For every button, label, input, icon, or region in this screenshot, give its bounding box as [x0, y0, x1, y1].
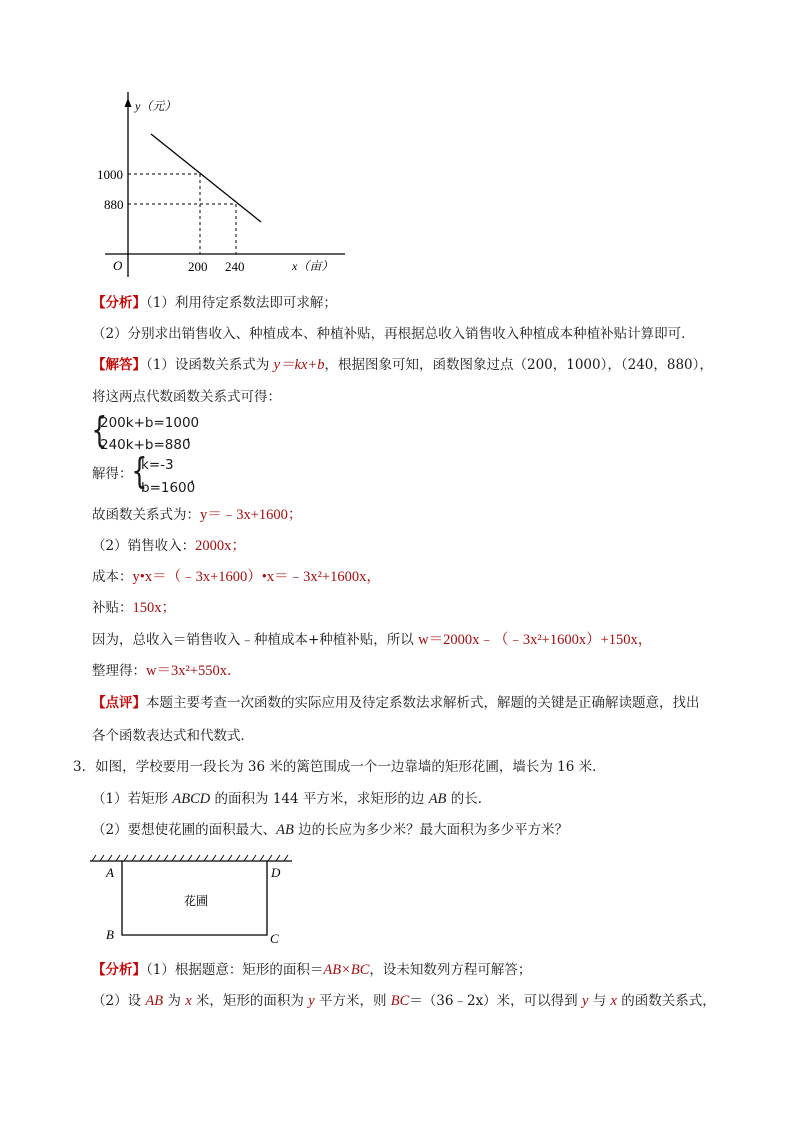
label-c: C — [270, 931, 279, 946]
y-tick-880: 880 — [104, 197, 124, 212]
wall-hatching — [92, 855, 288, 861]
part2-sales — [92, 537, 246, 555]
answer-1-l1-eq: y＝kx+b — [273, 357, 325, 373]
system-2-comma: ， — [190, 470, 204, 486]
because-pre: 因为，总收入＝销售收入﹣种植成本+种植补贴，所以 — [92, 632, 419, 648]
origin-label: O — [113, 258, 123, 273]
system-1-row1: 200k+b=1000 — [100, 415, 200, 431]
answer-1-l1-pre: （1）设函数关系式为 — [146, 357, 274, 373]
comment-line1 — [92, 694, 700, 712]
a3-l2-x2: x — [610, 993, 617, 1009]
a3-l2-e: ＝（36﹣2x）米，可以得到 — [409, 993, 582, 1009]
a3-l1-b: ，设未知数列方程可解答； — [369, 962, 532, 978]
label-d: D — [271, 865, 281, 880]
x-tick-240: 240 — [225, 259, 245, 274]
p2-pre: （2）销售收入： — [92, 538, 196, 554]
q1-ab: AB — [428, 791, 447, 807]
answer-tag: 【解答】 — [92, 357, 146, 373]
a3-l2-y2: y — [581, 993, 589, 1009]
subsidy-line — [92, 599, 176, 617]
y-axis-arrow — [125, 98, 132, 107]
answer-1-line2 — [92, 388, 281, 406]
analysis-tag: 【分析】 — [92, 295, 146, 311]
q1-b: 的面积为 144 平方米，求矩形的边 — [210, 791, 429, 807]
func-eq: y＝﹣3x+1600； — [200, 507, 303, 523]
q2-b: 边的长应为多少米？最大面积为多少平方米？ — [293, 822, 569, 838]
y-tick-1000: 1000 — [97, 167, 123, 182]
solve-label: 解得： — [92, 466, 133, 482]
system-2-brace: { — [131, 451, 148, 492]
system-1-comma: ， — [186, 428, 200, 444]
analysis-3-line1 — [92, 961, 531, 979]
garden-figure — [88, 851, 308, 951]
sub-pre: 补贴： — [92, 600, 133, 616]
problem-3-text: 3．如图，学校要用一段长为 36 米的篱笆围成一个一边靠墙的矩形花圃，墙长为 16 米． — [73, 759, 606, 775]
q2-ab: AB — [276, 822, 294, 838]
a3-l2-a: （2）设 — [92, 993, 146, 1009]
function-result — [92, 506, 302, 524]
arrange-pre: 整理得： — [92, 663, 146, 679]
analysis-1-line1 — [92, 294, 337, 312]
problem-3-q1 — [92, 790, 491, 808]
q2-a: （2）要想使花圃的面积最大、 — [92, 822, 277, 838]
cost-eq: y•x＝（﹣3x+1600）•x＝﹣3x²+1600x， — [132, 569, 381, 585]
function-line — [151, 134, 261, 222]
q1-c: 的长． — [446, 791, 492, 807]
analysis-1-text: （1）利用待定系数法即可求解； — [146, 295, 337, 311]
a3-l2-g: 的函数关系式， — [616, 993, 716, 1009]
problem-3-line1 — [73, 758, 606, 776]
a3-l2-d: 平方米，则 — [314, 993, 391, 1009]
comment-line2 — [92, 727, 254, 745]
a3-l2-c: 米，矩形的面积为 — [191, 993, 309, 1009]
analysis-1-text2: （2）分别求出销售收入、种植成本、种植补贴，再根据总收入销售收入种植成本种植补贴计算即可． — [92, 326, 695, 342]
a3-l2-f: 与 — [588, 993, 611, 1009]
garden-label: 花圃 — [184, 894, 209, 908]
y-axis-label: y（元） — [135, 99, 177, 113]
system-1-row2: 240k+b=880 — [100, 437, 191, 453]
a3-l2-y: y — [308, 993, 315, 1009]
comment-text1: 本题主要考查一次函数的实际应用及待定系数法求解析式，解题的关键是正确解读题意，找出 — [146, 695, 700, 711]
because-line — [92, 631, 652, 649]
arrange-eq: w＝3x²+550x． — [146, 663, 242, 679]
q1-a: （1）若矩形 — [92, 791, 173, 807]
a3-l2-b: 为 — [163, 993, 186, 1009]
p2-val: 2000x； — [195, 538, 246, 554]
label-b: B — [106, 927, 114, 942]
because-eq: w＝2000x﹣（﹣3x²+1600x）+150x， — [418, 632, 653, 648]
q1-abcd: ABCD — [172, 791, 211, 807]
func-pre: 故函数关系式为： — [92, 507, 200, 523]
system-1-brace: { — [91, 410, 108, 451]
x-axis-label: x（亩） — [292, 259, 334, 273]
answer-1-l2: 将这两点代数函数关系式可得： — [92, 389, 281, 405]
problem-3-q2 — [92, 821, 568, 839]
a3-l1-a: （1）根据题意：矩形的面积＝ — [146, 962, 324, 978]
system-2-row2: b=1600 — [141, 480, 196, 496]
system-2-row1: k=-3 — [141, 457, 174, 473]
a3-l2-bc: BC — [390, 993, 410, 1009]
a3-l2-ab: AB — [145, 993, 164, 1009]
a3-l2-x: x — [185, 993, 192, 1009]
analysis-3-line2 — [92, 992, 716, 1010]
analysis-1-line2 — [92, 325, 695, 343]
a3-l1-eq: AB×BC — [323, 962, 370, 978]
x-tick-200: 200 — [188, 259, 208, 274]
answer-1-line1 — [92, 356, 713, 374]
analysis-3-tag: 【分析】 — [92, 962, 146, 978]
arrange-line — [92, 662, 242, 680]
label-a: A — [106, 865, 114, 880]
comment-text2: 各个函数表达式和代数式． — [92, 728, 254, 744]
line-graph — [95, 92, 355, 282]
answer-1-l1-post: ，根据图象可知，函数图象过点（200，1000），（240，880）， — [324, 357, 713, 373]
cost-line — [92, 568, 381, 586]
comment-tag: 【点评】 — [92, 695, 146, 711]
sub-val: 150x； — [132, 600, 176, 616]
cost-pre: 成本： — [92, 569, 133, 585]
